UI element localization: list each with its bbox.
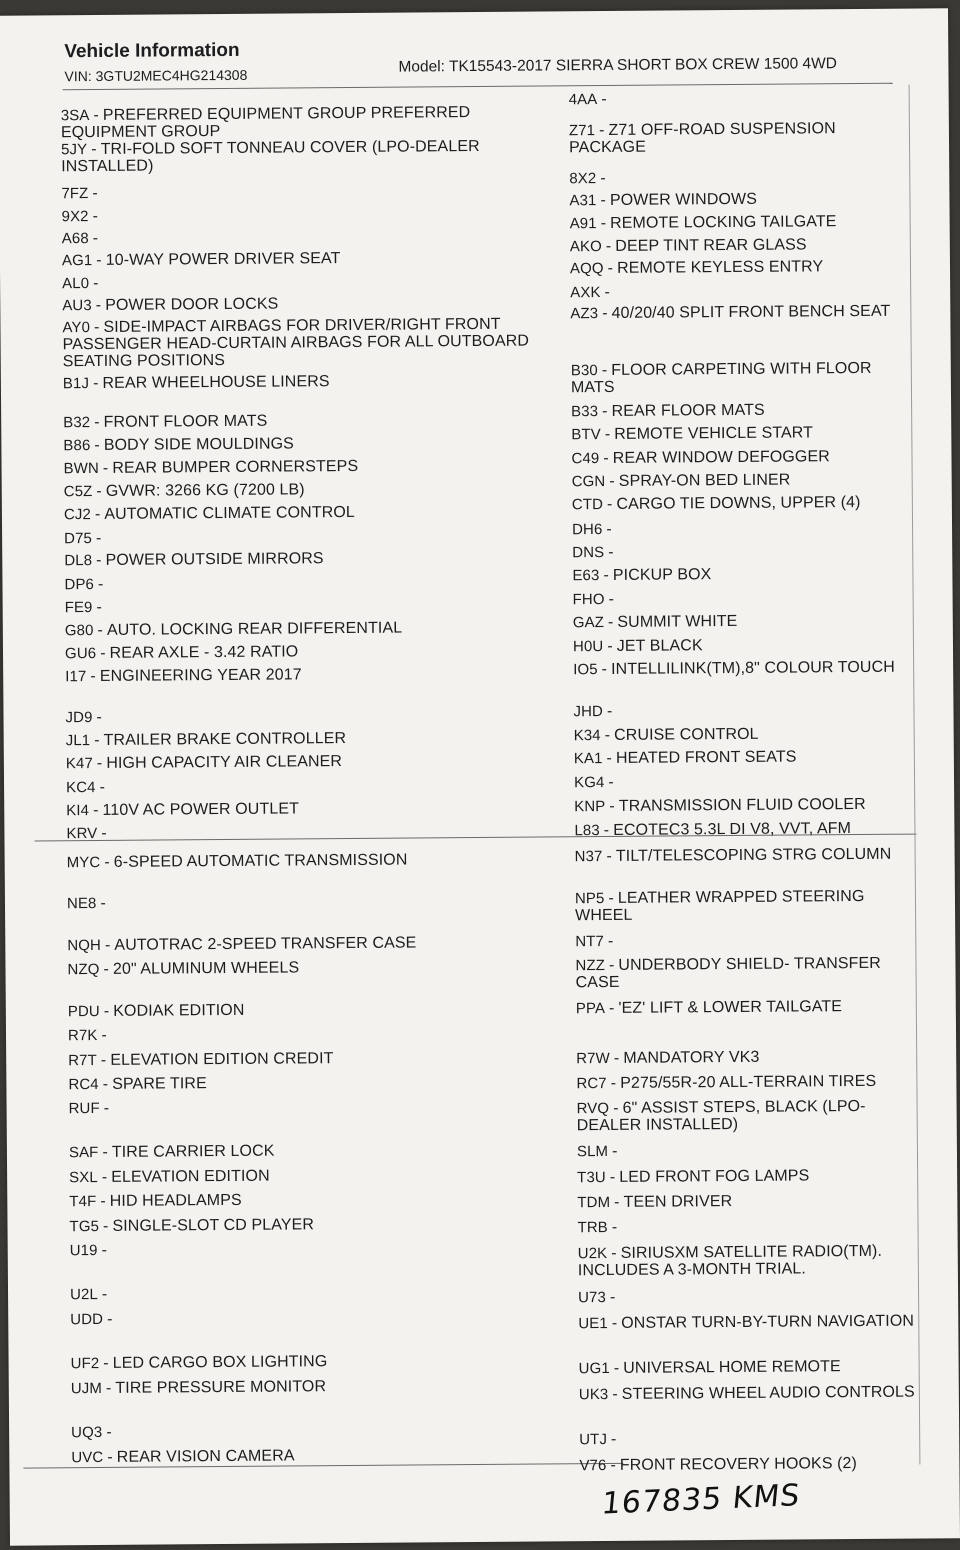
list-item: AU3 - POWER DOOR LOCKS — [62, 295, 279, 315]
vin-text: VIN: 3GTU2MEC4HG214308 — [64, 66, 248, 85]
list-item: UDD - — [70, 1310, 113, 1329]
list-item: AY0 - SIDE-IMPACT AIRBAGS FOR DRIVER/RIGHT FRONT PASSENGER HEAD-CURTAIN AIRBAGS FOR ALL OUTBOARD SEATING POSITIONS — [62, 315, 530, 371]
list-item: B32 - FRONT FLOOR MATS — [63, 412, 268, 432]
list-item: NE8 - — [66, 894, 106, 913]
list-item: NT7 - — [575, 932, 614, 951]
list-item: IO5 - INTELLILINK(TM),8" COLOUR TOUCH — [573, 658, 895, 679]
list-item: CTD - CARGO TIE DOWNS, UPPER (4) — [571, 493, 861, 514]
handwritten-mileage: 167835 KMS — [600, 1477, 802, 1522]
list-item: BTV - REMOTE VEHICLE START — [571, 424, 814, 444]
list-item: KC4 - — [66, 778, 106, 797]
list-item: G80 - AUTO. LOCKING REAR DIFFERENTIAL — [64, 619, 403, 640]
list-item: E63 - PICKUP BOX — [572, 566, 712, 585]
list-item: U2L - — [69, 1285, 108, 1304]
list-item: 4AA - — [568, 90, 607, 109]
list-item: DNS - — [572, 543, 614, 562]
list-item: KI4 - 110V AC POWER OUTLET — [66, 800, 299, 820]
list-item: Z71 - Z71 OFF-ROAD SUSPENSION PACKAGE — [568, 120, 836, 157]
list-item: A31 - POWER WINDOWS — [569, 190, 758, 210]
list-item: 3SA - PREFERRED EQUIPMENT GROUP PREFERRED EQUIPMENT GROUP — [60, 104, 471, 142]
list-item: NP5 - LEATHER WRAPPED STEERING WHEEL — [574, 887, 865, 925]
list-item: FE9 - — [64, 598, 102, 617]
list-item: A68 - — [61, 229, 99, 248]
list-item: BWN - REAR BUMPER CORNERSTEPS — [63, 457, 359, 478]
list-item: UVC - REAR VISION CAMERA — [71, 1447, 295, 1467]
list-item: SAF - TIRE CARRIER LOCK — [68, 1142, 275, 1162]
list-item: B1J - REAR WHEELHOUSE LINERS — [62, 373, 330, 393]
list-item: RUF - — [68, 1099, 110, 1118]
list-item: SXL - ELEVATION EDITION — [69, 1167, 270, 1187]
list-item: 5JY - TRI-FOLD SOFT TONNEAU COVER (LPO-DEALER INSTALLED) — [60, 137, 480, 176]
list-item: KG4 - — [573, 773, 614, 792]
list-item: UF2 - LED CARGO BOX LIGHTING — [70, 1353, 328, 1373]
list-item: AL0 - — [62, 274, 99, 293]
list-item: GU6 - REAR AXLE - 3.42 RATIO — [64, 643, 299, 663]
list-item: K34 - CRUISE CONTROL — [573, 725, 759, 745]
list-item: PDU - KODIAK EDITION — [67, 1001, 245, 1021]
list-item: PPA - 'EZ' LIFT & LOWER TAILGATE — [575, 998, 843, 1018]
list-item: FHO - — [572, 590, 615, 609]
list-item: R7K - — [67, 1026, 108, 1045]
list-item: MYC - 6-SPEED AUTOMATIC TRANSMISSION — [66, 851, 408, 872]
list-item: UE1 - ONSTAR TURN-BY-TURN NAVIGATION — [578, 1312, 915, 1333]
list-item: CJ2 - AUTOMATIC CLIMATE CONTROL — [63, 503, 355, 524]
model-text: Model: TK15543-2017 SIERRA SHORT BOX CREW 1500 4WD — [398, 55, 837, 76]
left-option-column — [60, 96, 539, 1467]
list-item: C5Z - GVWR: 3266 KG (7200 LB) — [63, 481, 305, 501]
list-item: 7FZ - — [61, 184, 98, 203]
list-item: RC4 - SPARE TIRE — [68, 1075, 207, 1094]
list-item: AG1 - 10-WAY POWER DRIVER SEAT — [61, 250, 341, 270]
list-item: 8X2 - — [569, 169, 606, 188]
list-item: U19 - — [69, 1241, 108, 1260]
list-item: T3U - LED FRONT FOG LAMPS — [577, 1167, 810, 1187]
list-item: AZ3 - 40/20/40 SPLIT FRONT BENCH SEAT — [570, 302, 891, 323]
list-item: JL1 - TRAILER BRAKE CONTROLLER — [65, 730, 347, 750]
list-item: KRV - — [66, 824, 107, 843]
list-item: JHD - — [573, 702, 613, 721]
list-item: L83 - ECOTEC3 5.3L DI V8, VVT, AFM — [574, 820, 852, 840]
list-item: UK3 - STEERING WHEEL AUDIO CONTROLS — [578, 1383, 915, 1404]
list-item: A91 - REMOTE LOCKING TAILGATE — [569, 213, 837, 233]
list-item: NZQ - 20" ALUMINUM WHEELS — [67, 959, 300, 979]
list-item: DH6 - — [571, 520, 612, 539]
list-item: D75 - — [64, 529, 102, 548]
list-item: KA1 - HEATED FRONT SEATS — [573, 748, 797, 768]
list-item: KNP - TRANSMISSION FLUID COOLER — [574, 795, 866, 816]
list-item: JD9 - — [65, 708, 103, 727]
list-item: R7T - ELEVATION EDITION CREDIT — [68, 1050, 334, 1070]
list-item: CGN - SPRAY-ON BED LINER — [571, 471, 791, 491]
list-item: UQ3 - — [71, 1423, 112, 1442]
list-item: RVQ - 6" ASSIST STEPS, BLACK (LPO-DEALER INSTALLED) — [576, 1097, 866, 1135]
list-item: B33 - REAR FLOOR MATS — [571, 401, 765, 421]
list-item: K47 - HIGH CAPACITY AIR CLEANER — [65, 753, 343, 773]
list-item: AKO - DEEP TINT REAR GLASS — [569, 236, 807, 256]
list-item: NQH - AUTOTRAC 2-SPEED TRANSFER CASE — [67, 934, 417, 955]
list-item: TDM - TEEN DRIVER — [577, 1193, 733, 1212]
list-item: B86 - BODY SIDE MOULDINGS — [63, 435, 294, 455]
list-item: NZZ - UNDERBODY SHIELD- TRANSFER CASE — [575, 954, 881, 992]
list-item: R7W - MANDATORY VK3 — [576, 1048, 760, 1068]
list-item: TRB - — [577, 1218, 618, 1237]
document-sheet — [0, 8, 960, 1545]
list-item: DP6 - — [64, 575, 104, 594]
list-item: U2K - SIRIUSXM SATELLITE RADIO(TM). INCLUDES A 3-MONTH TRIAL. — [577, 1242, 883, 1280]
list-item: AXK - — [570, 283, 611, 302]
list-item: 9X2 - — [61, 207, 99, 226]
list-item: DL8 - POWER OUTSIDE MIRRORS — [64, 550, 324, 570]
list-item: V76 - FRONT RECOVERY HOOKS (2) — [579, 1455, 858, 1475]
list-item: TG5 - SINGLE-SLOT CD PLAYER — [69, 1216, 315, 1236]
list-item: C49 - REAR WINDOW DEFOGGER — [571, 448, 830, 468]
list-item: AQQ - REMOTE KEYLESS ENTRY — [569, 258, 824, 278]
list-item: UJM - TIRE PRESSURE MONITOR — [70, 1378, 327, 1398]
list-item: I17 - ENGINEERING YEAR 2017 — [65, 666, 302, 686]
list-item: UTJ - — [579, 1430, 617, 1449]
list-item: T4F - HID HEADLAMPS — [69, 1191, 242, 1211]
list-item: UG1 - UNIVERSAL HOME REMOTE — [578, 1358, 841, 1378]
document-title: Vehicle Information — [64, 39, 240, 63]
list-item: SLM - — [576, 1142, 618, 1161]
list-item: GAZ - SUMMIT WHITE — [572, 612, 738, 632]
list-item: U73 - — [578, 1288, 616, 1307]
list-item: B30 - FLOOR CARPETING WITH FLOOR MATS — [570, 359, 872, 397]
list-item: N37 - TILT/TELESCOPING STRG COLUMN — [574, 845, 892, 866]
list-item: H0U - JET BLACK — [572, 637, 703, 656]
list-item: RC7 - P275/55R-20 ALL-TERRAIN TIRES — [576, 1072, 877, 1093]
right-option-column — [568, 89, 915, 1475]
